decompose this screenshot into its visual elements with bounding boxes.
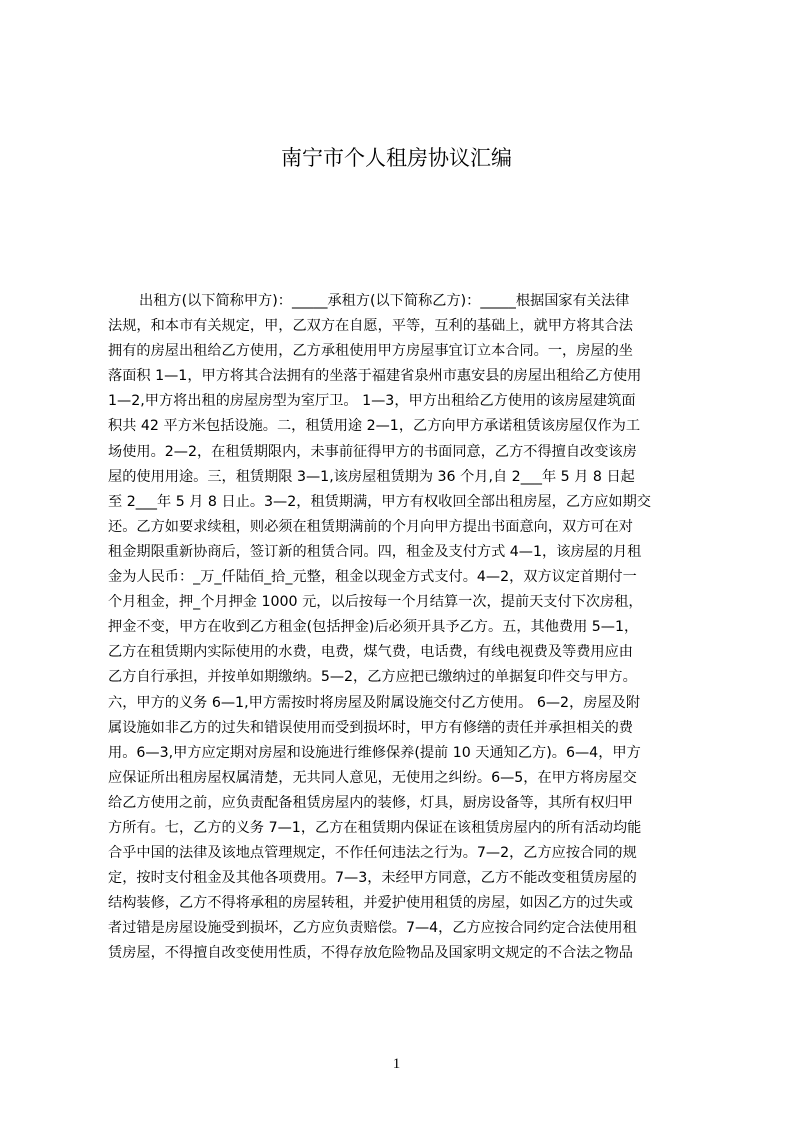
body-line: 六，甲方的义务 6—1,甲方需按时将房屋及附属设施交付乙方使用。 6—2，房屋及附	[108, 694, 641, 711]
document-title: 南宁市个人租房协议汇编	[281, 146, 512, 170]
body-line: 积共 42 平方米包括设施。二，租赁用途 2—1，乙方向甲方承诺租赁该房屋仅作为工	[108, 418, 641, 435]
body-line: 还。乙方如要求续租，则必须在租赁期满前的个月向甲方提出书面意向，双方可在对	[108, 518, 633, 535]
body-line: 屋的使用用途。三，租赁期限 3—1,该房屋租赁期为 36 个月,自 2___年 5 月 8 日起	[108, 468, 635, 485]
body-line: 应保证所出租房屋权属清楚，无共同人意见，无使用之纠纷。6—5，在甲方将房屋交	[108, 769, 637, 786]
body-line: 给乙方使用之前，应负责配备租赁房屋内的装修，灯具，厨房设备等，其所有权归甲	[108, 794, 633, 811]
body-line: 场使用。2—2，在租赁期限内，未事前征得甲方的书面同意，乙方不得擅自改变该房	[108, 443, 637, 460]
body-line: 赁房屋，不得擅自改变使用性质，不得存放危险物品及国家明文规定的不合法之物品	[108, 945, 633, 962]
body-line: 定，按时支付租金及其他各项费用。7—3，未经甲方同意，乙方不能改变租赁房屋的	[108, 870, 637, 887]
document-body	[108, 289, 700, 967]
page-number: 1	[392, 1056, 401, 1072]
body-line: 至 2___年 5 月 8 日止。3—2，租赁期满，甲方有权收回全部出租房屋，乙方应如期交	[108, 493, 651, 510]
body-line: 拥有的房屋出租给乙方使用，乙方承租使用甲方房屋事宜订立本合同。一，房屋的坐	[108, 343, 633, 360]
body-line: 金为人民币：_万_仟陆佰_拾_元整，租金以现金方式支付。4—2，双方议定首期付一	[108, 569, 637, 586]
body-line: 用。6—3,甲方应定期对房屋和设施进行维修保养(提前 10 天通知乙方)。6—4，甲方	[108, 744, 641, 761]
body-line: 落面积 1—1，甲方将其合法拥有的坐落于福建省泉州市惠安县的房屋出租给乙方使用	[108, 368, 642, 385]
body-line: 乙方自行承担，并按单如期缴纳。5—2，乙方应把已缴纳过的单据复印件交与甲方。	[108, 669, 637, 686]
body-line: 合乎中国的法律及该地点管理规定，不作任何违法之行为。7—2，乙方应按合同的规	[108, 845, 637, 862]
body-line: 押金不变，甲方在收到乙方租金(包括押金)后必须开具予乙方。五，其他费用 5—1，	[108, 619, 639, 636]
body-line: 法规，和本市有关规定，甲，乙双方在自愿，平等，互利的基础上，就甲方将其合法	[108, 318, 633, 335]
body-line: 出租方(以下简称甲方)：_____承租方(以下简称乙方)：_____根据国家有关法律	[139, 293, 630, 309]
body-line: 属设施如非乙方的过失和错误使用而受到损坏时，甲方有修缮的责任并承担相关的费	[108, 719, 633, 736]
body-line: 结构装修，乙方不得将承租的房屋转租，并爱护使用租赁的房屋，如因乙方的过失或	[108, 895, 633, 912]
body-line: 者过错是房屋设施受到损坏，乙方应负责赔偿。7—4，乙方应按合同约定合法使用租	[108, 920, 637, 937]
body-line: 租金期限重新协商后，签订新的租赁合同。四，租金及支付方式 4—1，该房屋的月租	[108, 543, 642, 560]
body-line: 方所有。七，乙方的义务 7—1，乙方在租赁期内保证在该租赁房屋内的所有活动均能	[108, 819, 642, 836]
body-line: 1—2,甲方将出租的房屋房型为室厅卫。 1—3，甲方出租给乙方使用的该房屋建筑面	[108, 393, 636, 410]
body-line: 个月租金，押_个月押金 1000 元，以后按每一个月结算一次，提前天支付下次房租，	[108, 594, 643, 611]
body-line: 乙方在租赁期内实际使用的水费，电费，煤气费，电话费，有线电视费及等费用应由	[108, 644, 633, 661]
